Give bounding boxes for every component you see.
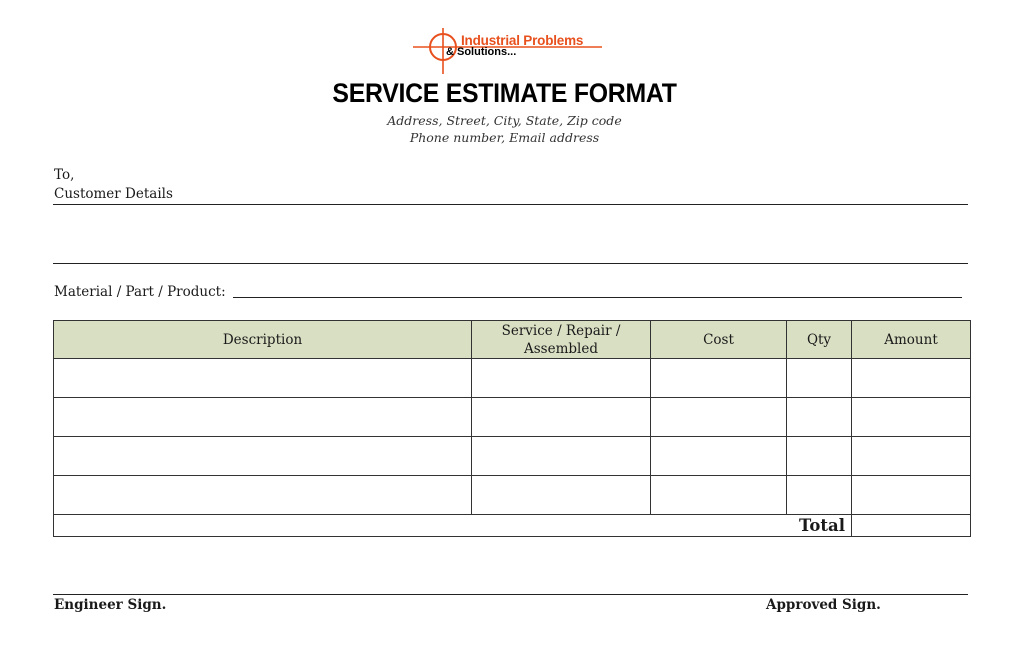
column-header-cost: Cost: [651, 321, 787, 359]
service-cell[interactable]: [472, 359, 651, 398]
amount-cell[interactable]: [852, 359, 971, 398]
contact-line: Phone number, Email address: [409, 130, 600, 145]
signature-line: [53, 594, 968, 595]
amount-cell[interactable]: [852, 398, 971, 437]
cost-cell[interactable]: [651, 476, 787, 515]
engineer-sign-label: Engineer Sign.: [54, 597, 167, 613]
column-header-qty: Qty: [787, 321, 852, 359]
customer-line-2: [53, 263, 968, 264]
document-title: SERVICE ESTIMATE FORMAT: [332, 78, 677, 108]
amount-cell[interactable]: [852, 437, 971, 476]
customer-line-1: [53, 204, 968, 205]
total-label: Total: [54, 515, 852, 537]
total-amount-cell[interactable]: [852, 515, 971, 537]
amount-cell[interactable]: [852, 476, 971, 515]
customer-details-label: Customer Details: [54, 186, 173, 202]
qty-cell[interactable]: [787, 476, 852, 515]
cost-cell[interactable]: [651, 437, 787, 476]
table-row: [54, 476, 971, 515]
column-header-service: Service / Repair / Assembled: [472, 321, 651, 359]
total-row: [54, 515, 971, 537]
address-line: Address, Street, City, State, Zip code: [387, 113, 622, 128]
column-header-amount: Amount: [852, 321, 971, 359]
cost-cell[interactable]: [651, 398, 787, 437]
column-header-description: Description: [54, 321, 472, 359]
to-label: To,: [54, 167, 75, 183]
table-row: [54, 359, 971, 398]
table-header-row: [54, 321, 971, 359]
description-cell[interactable]: [54, 476, 472, 515]
qty-cell[interactable]: [787, 398, 852, 437]
material-field-line[interactable]: [233, 297, 962, 298]
table-row: [54, 398, 971, 437]
table-row: [54, 437, 971, 476]
service-cell[interactable]: [472, 437, 651, 476]
description-cell[interactable]: [54, 437, 472, 476]
service-cell[interactable]: [472, 398, 651, 437]
approved-sign-label: Approved Sign.: [766, 597, 881, 613]
material-label: Material / Part / Product:: [54, 284, 226, 300]
estimate-table: [53, 320, 971, 537]
description-cell[interactable]: [54, 398, 472, 437]
qty-cell[interactable]: [787, 437, 852, 476]
cost-cell[interactable]: [651, 359, 787, 398]
qty-cell[interactable]: [787, 359, 852, 398]
logo-text-line1: Industrial Problems: [461, 33, 584, 48]
service-cell[interactable]: [472, 476, 651, 515]
description-cell[interactable]: [54, 359, 472, 398]
logo-text-line2: & Solutions...: [446, 46, 517, 58]
